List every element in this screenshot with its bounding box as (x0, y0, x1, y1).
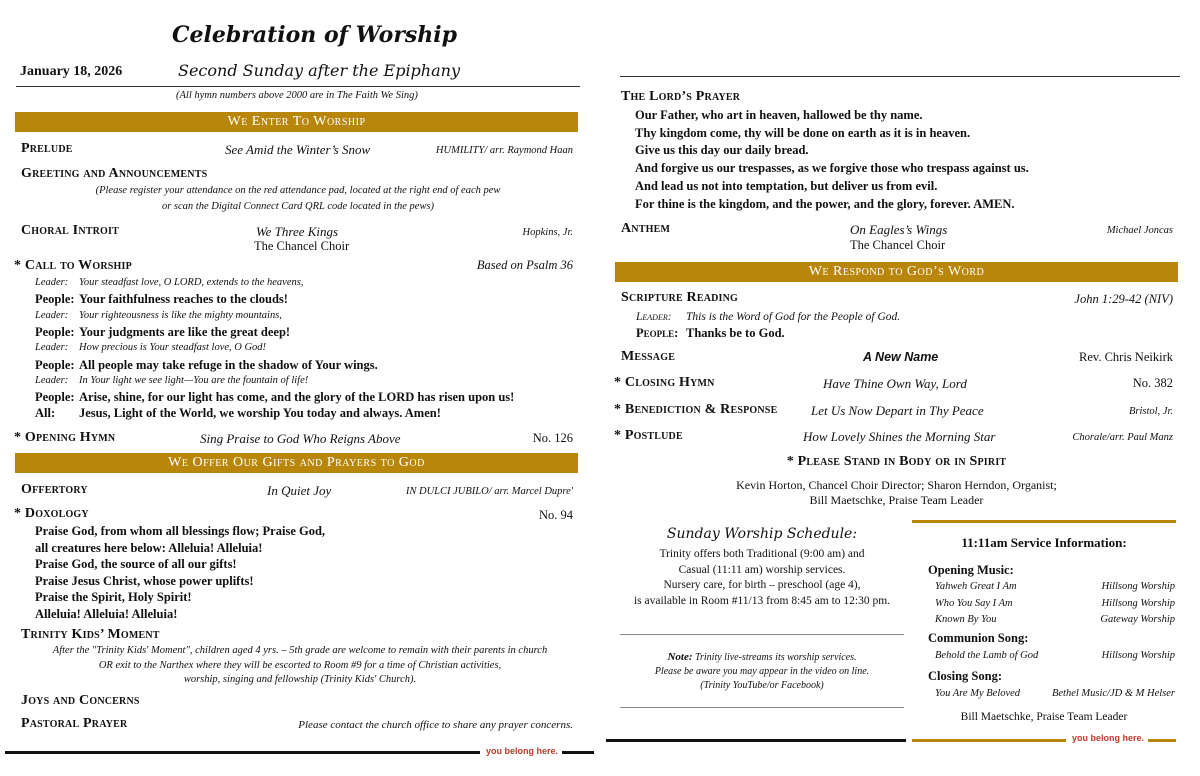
response-line: Your faithfulness reaches to the clouds! (79, 292, 288, 307)
benediction-credit: Bristol, Jr. (1128, 406, 1173, 417)
kids-note-2: OR exit to the Narthex where they will be escorted to Room #9 for a time of Christian activities, (98, 660, 502, 671)
response-line: How precious is Your steadfast love, O God! (79, 342, 267, 354)
greeting-label: Greeting and Announcements (21, 166, 208, 181)
closing-hymn-label: * Closing Hymn (614, 375, 715, 390)
song-title: Who You Say I Am (935, 597, 1013, 609)
doxology-line: all creatures here below: Alleluia! Alleluia! (35, 540, 263, 555)
prelude-credit: HUMILITY/ arr. Raymond Haan (435, 145, 573, 156)
greeting-note-2: or scan the Digital Connect Card QRL code located in the pews) (161, 201, 435, 212)
closing-song: You Are My Beloved (935, 688, 1021, 699)
scripture-people: People: (636, 326, 679, 340)
kids-moment-label: Trinity Kids’ Moment (21, 627, 160, 642)
musicians-line-1: Kevin Horton, Chancel Choir Director; Sharon Herndon, Organist; (736, 478, 1057, 492)
response-speaker: Leader: (35, 277, 69, 288)
prayer-line: Thy kingdom come, thy will be done on earth as it is in heaven. (635, 125, 971, 140)
doxology-number: No. 94 (538, 508, 573, 522)
introit-performer: The Chancel Choir (254, 239, 350, 253)
livestream-note (620, 651, 904, 663)
note-label: Note: (667, 651, 693, 663)
anthem-performer: The Chancel Choir (850, 238, 946, 252)
scripture-label: Scripture Reading (621, 290, 739, 305)
left-tagline: you belong here. (486, 746, 559, 756)
communion-song: Behold the Lamb of God (935, 650, 1039, 661)
doxology-line: Praise God, from whom all blessings flow; Praise God, (35, 524, 326, 538)
song-artist: Gateway Worship (1100, 614, 1175, 625)
prayer-line: And forgive us our trespasses, as we forgive those who trespass against us. (635, 161, 1029, 176)
closing-hymn-number: No. 382 (1132, 376, 1173, 390)
closing-song-label: Closing Song: (928, 669, 1002, 683)
postlude-title: How Lovely Shines the Morning Star (803, 429, 996, 444)
response-line: Arise, shine, for our light has come, and the glory of the LORD has risen upon us! (79, 390, 515, 405)
pastoral-prayer-label: Pastoral Prayer (21, 716, 128, 731)
opening-music-label: Opening Music: (928, 563, 1014, 577)
response-speaker: People: (35, 292, 75, 307)
left-footer-line-end (562, 751, 594, 754)
scripture-reference: John 1:29-42 (NIV) (1074, 292, 1173, 306)
note-bottom-line (620, 707, 904, 708)
section-bar-respond: We Respond to God’s Word (615, 262, 1178, 282)
doxology-line: Praise the Spirit, Holy Spirit! (35, 590, 192, 604)
scripture-leader-text: This is the Word of God for the People of God. (686, 311, 901, 323)
prayer-line: Our Father, who art in heaven, hallowed be thy name. (635, 108, 923, 122)
response-speaker: Leader: (35, 342, 69, 354)
pastoral-prayer-note: Please contact the church office to share any prayer concerns. (298, 719, 573, 731)
section-bar-offer: We Offer Our Gifts and Prayers to God (15, 453, 578, 473)
note-top-line (620, 634, 904, 635)
closing-hymn-title: Have Thine Own Way, Lord (823, 376, 967, 391)
message-speaker: Rev. Chris Neikirk (1079, 350, 1173, 364)
response-speaker: All: (35, 406, 56, 421)
praise-leader: Bill Maetschke, Praise Team Leader (960, 711, 1128, 723)
doxology-line: Alleluia! Alleluia! Alleluia! (35, 606, 178, 621)
message-title: A New Name (863, 350, 939, 364)
schedule-line: is available in Room #11/13 from 8:45 am to 12:30 pm. (633, 594, 891, 607)
service-info-bottom-line (912, 739, 1066, 742)
header-divider (16, 86, 580, 87)
prayer-line: And lead us not into temptation, but deliver us from evil. (635, 178, 938, 193)
service-info-title: 11:11am Service Information: (961, 535, 1127, 550)
joys-label: Joys and Concerns (21, 693, 140, 708)
left-footer-line (5, 751, 480, 754)
offertory-credit: IN DULCI JUBILO/ arr. Marcel Dupre' (405, 486, 573, 497)
schedule-line: Casual (11:11 am) worship services. (678, 563, 846, 576)
kids-note-1: After the "Trinity Kids' Moment", children aged 4 yrs. – 5th grade are welcome to remain with their parents in church (52, 645, 548, 656)
communion-song-label: Communion Song: (928, 631, 1029, 645)
schedule-line: Nursery care, for birth – preschool (age 4), (663, 579, 861, 591)
section-bar-enter: We Enter To Worship (15, 112, 578, 132)
prelude-title: See Amid the Winter’s Snow (225, 142, 371, 157)
response-line: Your steadfast love, O LORD, extends to the heavens, (79, 277, 304, 288)
right-footer-line (606, 739, 906, 742)
offertory-title: In Quiet Joy (267, 483, 332, 498)
closing-artist: Bethel Music/JD & M Helser (1051, 688, 1175, 699)
stand-note: * Please Stand in Body or in Spirit (786, 454, 1007, 469)
postlude-label: * Postlude (614, 428, 683, 443)
response-line: Your righteousness is like the mighty mountains, (79, 309, 282, 321)
opening-hymn-label: * Opening Hymn (14, 430, 116, 445)
response-line: Jesus, Light of the World, we worship You today and always. Amen! (79, 406, 441, 421)
right-footer-line-end (1148, 739, 1176, 742)
lords-prayer-label: The Lord’s Prayer (621, 89, 741, 104)
opening-hymn-title: Sing Praise to God Who Reigns Above (200, 431, 401, 446)
response-speaker: People: (35, 390, 75, 405)
anthem-title: On Eagles’s Wings (850, 222, 948, 237)
call-to-worship-credit: Based on Psalm 36 (476, 258, 573, 272)
response-line: Your judgments are like the great deep! (79, 324, 291, 339)
anthem-label: Anthem (621, 221, 671, 236)
anthem-credit: Michael Joncas (1106, 225, 1173, 236)
offertory-label: Offertory (21, 482, 88, 497)
song-artist: Hillsong Worship (1101, 581, 1175, 592)
response-speaker: People: (35, 357, 75, 372)
introit-credit: Hopkins, Jr. (522, 227, 573, 238)
hymn-note: (All hymn numbers above 2000 are in The Faith We Sing) (176, 90, 418, 101)
doxology-label: * Doxology (14, 506, 89, 521)
right-header-divider (620, 76, 1180, 77)
schedule-title: Sunday Worship Schedule: (666, 526, 858, 542)
kids-note-3: worship, singing and fellowship (Trinity Kids' Church). (183, 674, 417, 685)
scripture-people-text: Thanks be to God. (686, 326, 785, 340)
scripture-leader: Leader: (636, 311, 672, 323)
opening-hymn-number: No. 126 (532, 431, 573, 445)
song-artist: Hillsong Worship (1101, 597, 1175, 609)
introit-title: We Three Kings (256, 224, 339, 239)
response-speaker: Leader: (35, 374, 69, 386)
doxology-line: Praise Jesus Christ, whose power uplifts! (35, 573, 254, 588)
note-line-2: Please be aware you may appear in the video on line. (654, 666, 870, 677)
prayer-line: Give us this day our daily bread. (635, 143, 809, 158)
note-line-3: (Trinity YouTube/or Facebook) (700, 680, 824, 691)
communion-artist: Hillsong Worship (1101, 650, 1175, 661)
right-tagline: you belong here. (1072, 733, 1145, 743)
introit-label: Choral Introit (21, 223, 119, 238)
note-line-1: Trinity live-streams its worship services. (694, 652, 857, 663)
song-title: Known By You (935, 614, 997, 625)
schedule-line: Trinity offers both Traditional (9:00 am) and (659, 548, 865, 560)
benediction-title: Let Us Now Depart in Thy Peace (811, 403, 984, 418)
message-label: Message (621, 349, 676, 364)
page-title: Celebration of Worship (172, 22, 458, 48)
song-title: Yahweh Great I Am (935, 581, 1017, 592)
prayer-line: For thine is the kingdom, and the power, and the glory, forever. AMEN. (635, 196, 1015, 211)
service-info-top-line (912, 520, 1176, 523)
musicians-line-2: Bill Maetschke, Praise Team Leader (809, 493, 984, 507)
response-speaker: People: (35, 324, 75, 339)
postlude-credit: Chorale/arr. Paul Manz (1072, 432, 1173, 443)
service-subtitle: Second Sunday after the Epiphany (178, 61, 460, 80)
call-to-worship-label: * Call to Worship (14, 258, 132, 273)
greeting-note-1: (Please register your attendance on the red attendance pad, located at the right end of each pew (95, 185, 501, 196)
response-line: All people may take refuge in the shadow of Your wings. (79, 357, 378, 372)
response-speaker: Leader: (35, 309, 69, 321)
benediction-label: * Benediction & Response (614, 402, 778, 417)
doxology-line: Praise God, the source of all our gifts! (35, 557, 237, 571)
response-line: In Your light we see light—You are the fountain of life! (79, 374, 309, 386)
prelude-label: Prelude (21, 141, 73, 156)
service-date: January 18, 2026 (20, 64, 123, 79)
